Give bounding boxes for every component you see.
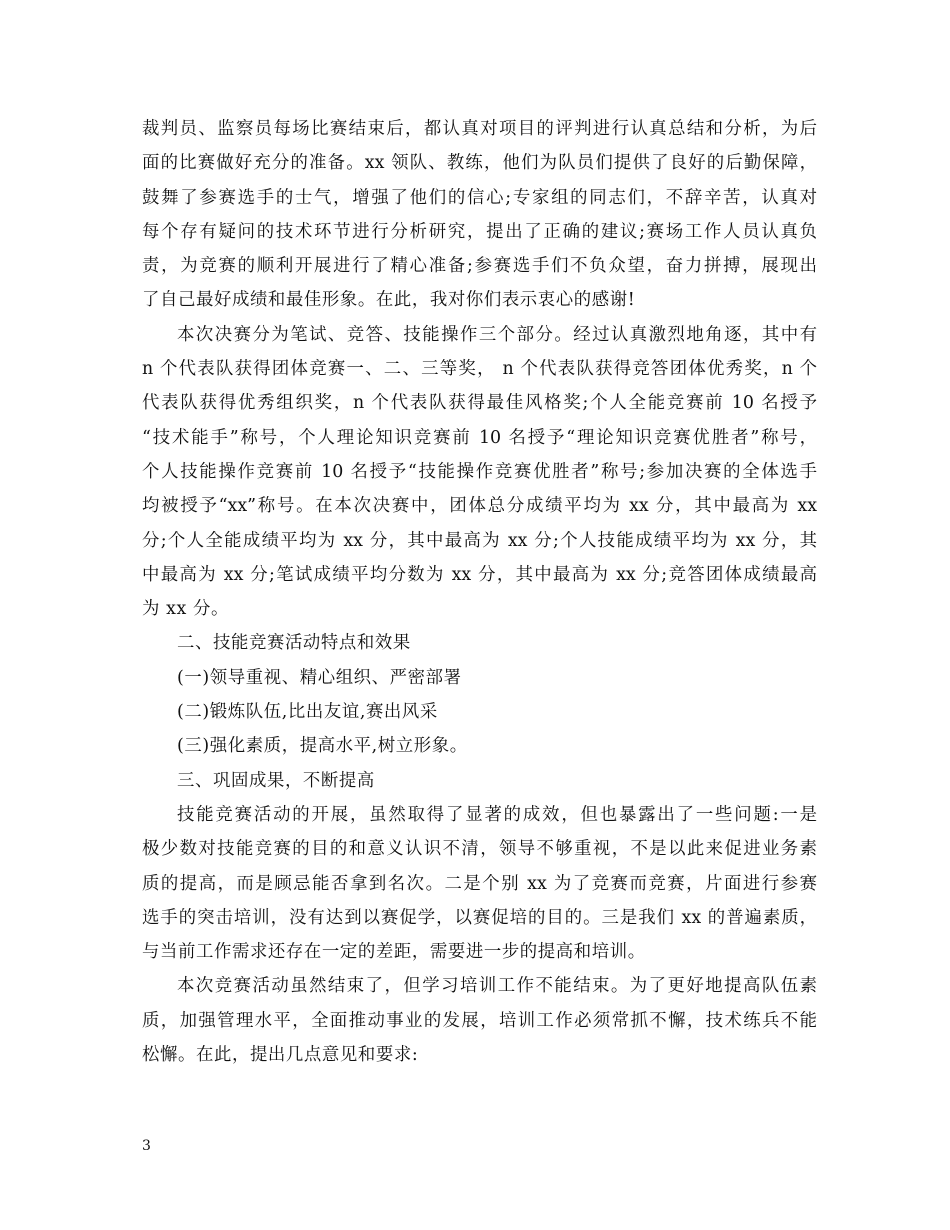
text-line: 选手的突击培训，没有达到以赛促学，以赛促培的目的。三是我们 xx 的普遍素质， <box>142 907 817 928</box>
text-line: “技术能手”称号，个人理论知识竞赛前 10 名授予“理论知识竞赛优胜者”称号， <box>142 427 817 448</box>
page-number: 3 <box>142 1138 151 1154</box>
subheading: (一)领导重视、精心组织、严密部署 <box>177 667 462 688</box>
document-body <box>142 112 817 1072</box>
paragraph-first-line: 本次决赛分为笔试、竞答、技能操作三个部分。经过认真激烈地角逐，其中有 <box>177 324 817 345</box>
text-line: 了自己最好成绩和最佳形象。在此，我对你们表示衷心的感谢! <box>142 290 636 311</box>
text-line: 质，加强管理水平，全面推动事业的发展，培训工作必须常抓不懈，技术练兵不能 <box>142 1010 817 1031</box>
text-line: 中最高为 xx 分;笔试成绩平均分数为 xx 分，其中最高为 xx 分;竞答团体成绩最高 <box>142 564 817 585</box>
text-line: 面的比赛做好充分的准备。xx 领队、教练，他们为队员们提供了良好的后勤保障， <box>142 153 817 174</box>
text-line: 每个存有疑问的技术环节进行分析研究，提出了正确的建议;赛场工作人员认真负 <box>142 221 817 242</box>
subheading: (三)强化素质，提高水平,树立形象。 <box>177 736 468 757</box>
subheading: (二)锻炼队伍,比出友谊,赛出风采 <box>177 702 438 723</box>
text-line: 个人技能操作竞赛前 10 名授予“技能操作竞赛优胜者”称号;参加决赛的全体选手 <box>142 461 817 482</box>
text-line: 质的提高，而是顾忌能否拿到名次。二是个别 xx 为了竞赛而竞赛，片面进行参赛 <box>142 873 817 894</box>
paragraph-first-line: 技能竞赛活动的开展，虽然取得了显著的成效，但也暴露出了一些问题:一是 <box>177 804 817 825</box>
text-line: n 个代表队获得团体竞赛一、二、三等奖， n 个代表队获得竞答团体优秀奖，n 个 <box>142 359 817 380</box>
text-line: 松懈。在此，提出几点意见和要求: <box>142 1045 419 1066</box>
paragraph-first-line: 本次竞赛活动虽然结束了，但学习培训工作不能结束。为了更好地提高队伍素 <box>177 976 817 997</box>
text-line: 鼓舞了参赛选手的士气，增强了他们的信心;专家组的同志们，不辞辛苦，认真对 <box>142 187 817 208</box>
text-line: 为 xx 分。 <box>142 599 230 620</box>
text-line: 与当前工作需求还存在一定的差距，需要进一步的提高和培训。 <box>142 942 646 963</box>
text-line: 代表队获得优秀组织奖，n 个代表队获得最佳风格奖;个人全能竞赛前 10 名授予 <box>142 393 817 414</box>
text-line: 分;个人全能成绩平均为 xx 分，其中最高为 xx 分;个人技能成绩平均为 xx 分，其 <box>142 530 817 551</box>
text-line: 责，为竞赛的顺利开展进行了精心准备;参赛选手们不负众望，奋力拼搏，展现出 <box>142 256 817 277</box>
text-line: 极少数对技能竞赛的目的和意义认识不清，领导不够重视，不是以此来促进业务素 <box>142 839 817 860</box>
section-heading: 三、巩固成果，不断提高 <box>177 770 375 791</box>
section-heading: 二、技能竞赛活动特点和效果 <box>177 633 411 654</box>
text-line: 均被授予“xx”称号。在本次决赛中，团体总分成绩平均为 xx 分，其中最高为 xx <box>142 496 817 517</box>
text-line: 裁判员、监察员每场比赛结束后，都认真对项目的评判进行认真总结和分析，为后 <box>142 119 817 139</box>
